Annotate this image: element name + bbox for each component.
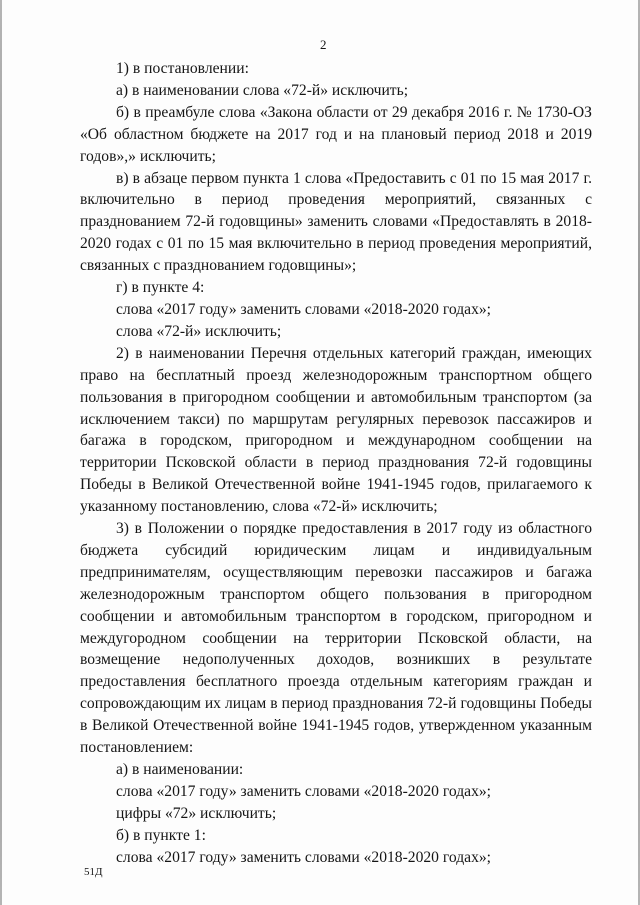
item-1a: а) в наименовании слова «72-й» исключить;	[116, 81, 409, 99]
footer-code: 51Д	[84, 866, 103, 878]
item-3b-line-1: слова «2017 году» заменить словами «2018-2020 годах»;	[116, 848, 492, 866]
item-2: 2) в наименовании Перечня отдельных категорий граждан, имеющих право на бесплатный проезд железнодорожным транспортном общего пользования в пригородном сообщении и автомобильным транспортом (за исключением такси) по маршрутам регулярных перевозок пассажиров и багажа в городском, пригородном и международном сообщении на территории Псковской области в период празднования 72-й годовщины Победы в Великой Отечественной войне 1941-1945 годов, прилагаемого к указанному постановлению, слова «72-й» исключить;	[80, 344, 592, 516]
item-1g-line-1: слова «2017 году» заменить словами «2018-2020 годах»;	[116, 300, 492, 318]
page-number: 2	[320, 37, 327, 52]
item-3: 3) в Положении о порядке предоставления в 2017 году из областного бюджета субсидий юридическим лицам и индивидуальным предпринимателям, осуществляющим перевозки пассажиров и багажа железнодорожным транспортом общего пользования в пригородном сообщении и автомобильным транспортом в городском, пригородном и междугородном сообщении на территории Псковской области, на возмещение недополученных доходов, возникших в результате предоставления бесплатного проезда отдельным категориям граждан и сопровождающим их лицам в период празднования 72-й годовщины Победы в Великой Отечественной войне 1941-1945 годов, утвержденном указанным постановлением:	[80, 520, 592, 757]
item-1v: в) в абзаце первом пункта 1 слова «Предоставить с 01 по 15 мая 2017 г. включительно в период проведения мероприятий, связанных с празднованием 72-й годовщины» заменить словами «Предоставлять в 2018-2020 годах с 01 по 15 мая включительно в период проведения мероприятий, связанных с празднованием годовщины»;	[80, 169, 592, 275]
item-1-heading: 1) в постановлении:	[116, 60, 249, 77]
document-body	[80, 58, 592, 869]
item-1b: б) в преамбуле слова «Закона области от 29 декабря 2016 г. № 1730-ОЗ «Об областном бюджете на 2017 год и на плановый период 2018 и 2019 годов»,» исключить;	[80, 103, 592, 165]
item-1g-line-2: слова «72-й» исключить;	[116, 322, 282, 340]
item-3a-line-2: цифры «72» исключить;	[116, 804, 277, 822]
scan-left-edge	[0, 0, 2, 905]
item-1g-heading: г) в пункте 4:	[116, 279, 205, 297]
item-3a-heading: а) в наименовании:	[116, 761, 244, 778]
item-3a-line-1: слова «2017 году» заменить словами «2018-2020 годах»;	[116, 782, 492, 800]
item-3b-heading: б) в пункте 1:	[116, 826, 206, 844]
